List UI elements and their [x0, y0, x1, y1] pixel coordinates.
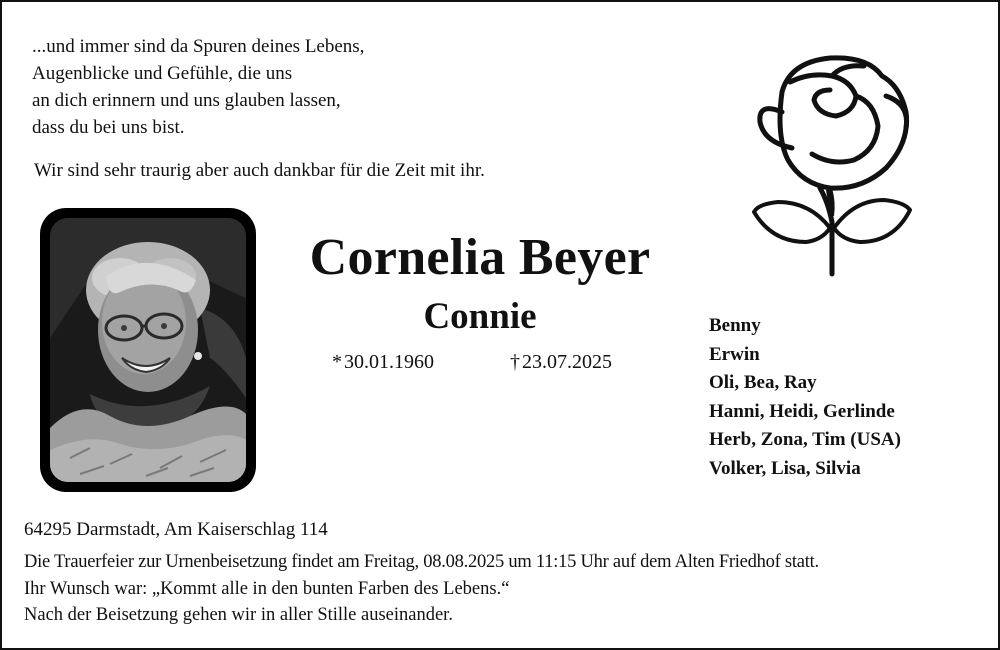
deceased-name: Cornelia Beyer	[309, 229, 651, 286]
mourner-entry: Volker, Lisa, Silvia	[709, 457, 861, 479]
portrait-photo	[50, 218, 246, 482]
funeral-info	[24, 549, 819, 629]
mourner-entry: Erwin	[709, 343, 760, 365]
closing-note: Nach der Beisetzung gehen wir in aller Stille auseinander.	[24, 605, 453, 625]
funeral-details: Die Trauerfeier zur Urnenbeisetzung findet am Freitag, 08.08.2025 um 11:15 Uhr auf dem Alten Friedhof statt.	[24, 552, 819, 572]
death-symbol: †	[510, 351, 520, 373]
death-date	[510, 351, 612, 374]
gratitude-text: Wir sind sehr traurig aber auch dankbar für die Zeit mit ihr.	[34, 160, 485, 181]
birth-symbol: *	[332, 351, 342, 373]
deceased-nickname: Connie	[423, 296, 537, 337]
mourner-entry: Hanni, Heidi, Gerlinde	[709, 400, 895, 422]
last-wish: Ihr Wunsch war: „Kommt alle in den bunten Farben des Lebens.“	[24, 578, 510, 599]
birth-date-value: 30.01.1960	[344, 351, 434, 373]
birth-date	[332, 351, 434, 374]
rose-icon	[750, 52, 916, 278]
memorial-poem	[32, 33, 364, 141]
poem-line: dass du bei uns bist.	[32, 117, 185, 138]
mourner-entry: Benny	[709, 315, 761, 336]
poem-line: Augenblicke und Gefühle, die uns	[32, 63, 293, 84]
mourner-entry: Oli, Bea, Ray	[709, 372, 817, 394]
address-line: 64295 Darmstadt, Am Kaiserschlag 114	[24, 519, 328, 540]
mourners-list	[709, 312, 901, 484]
poem-line: an dich erinnern und uns glauben lassen,	[32, 90, 341, 111]
portrait-frame	[40, 208, 256, 492]
death-date-value: 23.07.2025	[522, 351, 612, 373]
poem-line: ...und immer sind da Spuren deines Lebens,	[32, 36, 365, 57]
mourner-entry: Herb, Zona, Tim (USA)	[709, 429, 901, 451]
